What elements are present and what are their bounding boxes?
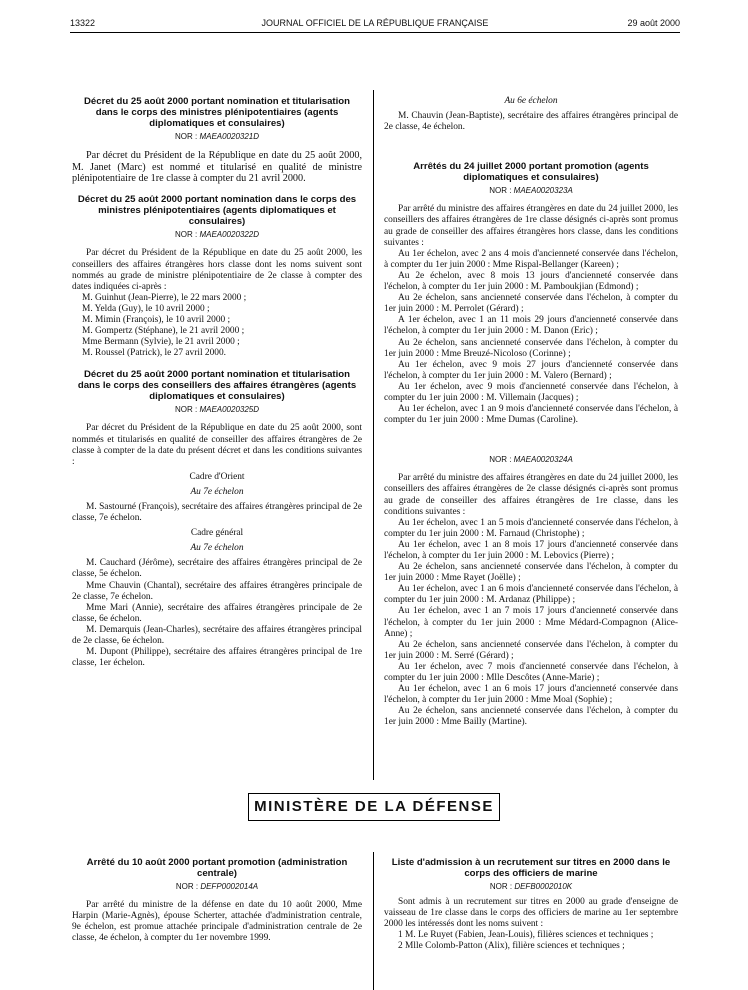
list-item: M. Dupont (Philippe), secrétaire des affaires étrangères principal de 1re classe, 1er échelon.: [72, 647, 362, 669]
decree-1-title: Décret du 25 août 2000 portant nomination et titularisation dans le corps des ministres plénipotentiaires (agents diplomatiques et consulaires): [83, 96, 350, 129]
list-item: A 1er échelon, avec 1 an 11 mois 29 jours d'ancienneté conservée dans l'échelon, à compter du 1er juin 2000 : M. Danon (Eric) ;: [384, 315, 678, 337]
decree-3-body: Par décret du Président de la République en date du 25 août 2000, sont nommés et titularisés en qualité de conseiller des affaires étrangères de 2e classe à compter de la date du présent décret et dans les conditions suivantes :: [72, 423, 362, 467]
list-item: 2 Mlle Colomb-Patton (Alix), filière sciences et techniques ;: [398, 941, 625, 952]
decree-3-paragraph: M. Sastourné (François), secrétaire des affaires étrangères principal de 2e classe, 7e échelon.: [72, 502, 362, 524]
list-item: M. Roussel (Patrick), le 27 avril 2000.: [82, 348, 226, 359]
decree-2-nor: NOR : MAEA0020322D: [174, 230, 260, 240]
ministry-title: MINISTÈRE DE LA DÉFENSE: [254, 798, 494, 815]
decree-1-nor: NOR : MAEA0020321D: [174, 132, 260, 141]
page-header: [70, 18, 680, 32]
column-divider: [373, 90, 374, 780]
arrete-2-nor: NOR : MAEA0020324A: [489, 455, 573, 465]
right-column: [384, 96, 678, 729]
list-item: Au 2e échelon, sans ancienneté conservée dans l'échelon, à compter du 1er juin 2000 : Mme Breuzé-Nicoloso (Corinne) ;: [384, 337, 678, 359]
list-item: Au 2e échelon, sans ancienneté conservée dans l'échelon, à compter du 1er juin 2000 : Mme Rayet (Joëlle) ;: [384, 562, 678, 584]
list-item: M. Cauchard (Jérôme), secrétaire des affaires étrangères principal de 2e classe, 5e échelon.: [72, 558, 362, 580]
list-item: Au 1er échelon, avec 1 an 7 mois 17 jours d'ancienneté conservée dans l'échelon, à compter du 1er juin 2000 : Mme Médard-Compagnon (Alice-Anne) ;: [384, 606, 678, 639]
cadre-orient-heading: Cadre d'Orient: [189, 471, 245, 482]
list-item: Au 2e échelon, sans ancienneté conservée dans l'échelon, à compter du 1er juin 2000 : Mme Bailly (Martine).: [384, 706, 678, 728]
list-item: Au 1er échelon, avec 9 mois 27 jours d'ancienneté conservée dans l'échelon, à compter du 1er juin 2000 : M. Valero (Bernard) ;: [384, 359, 678, 381]
defense-arrete-body: Par arrêté du ministre de la défense en date du 10 août 2000, Mme Harpin (Marie-Agnès), épouse Scherter, attachée d'administration centrale, 9e échelon, est promue attachée principale d'administration centrale de 2e classe, 4e échelon, à compter du 1er novembre 1999.: [72, 900, 362, 944]
decree-2-title: Décret du 25 août 2000 portant nomination dans le corps des ministres plénipotentiaires (agents diplomatiques et consulaires): [77, 194, 357, 228]
list-item: Au 1er échelon, avec 9 mois d'ancienneté conservée dans l'échelon, à compter du 1er juin 2000 : M. Villemain (Jacques) ;: [384, 381, 678, 403]
left-column: [72, 96, 362, 669]
list-item: Au 2e échelon, sans ancienneté conservée dans l'échelon, à compter du 1er juin 2000 : M. Perrolet (Gérard) ;: [384, 293, 678, 315]
issue-date: 29 août 2000: [627, 18, 680, 28]
page-number: 13322: [70, 18, 96, 28]
header-rule: [70, 32, 680, 33]
decree-3-title: Décret du 25 août 2000 portant nomination et titularisation dans le corps des conseillers des affaires étrangères (agents diplomatiques et consulaires): [77, 369, 357, 403]
column-divider-bottom: [373, 852, 374, 990]
list-item: Au 2e échelon, sans ancienneté conservée dans l'échelon, à compter du 1er juin 2000 : M. Serré (Gérard) ;: [384, 639, 678, 661]
admission-list-body: Sont admis à un recrutement sur titres en 2000 au grade d'enseigne de vaisseau de 1re classe dans le corps des officiers de marine au 1er septembre 2000 les intéressés dont les noms suivent :: [384, 897, 678, 930]
list-item: Au 1er échelon, avec 1 an 6 mois d'ancienneté conservée dans l'échelon, à compter du 1er juin 2000 : M. Ardanaz (Philippe) ;: [384, 584, 678, 606]
list-item: Au 1er échelon, avec 7 mois d'ancienneté conservée dans l'échelon, à compter du 1er juin 2000 : Mlle Descôtes (Anne-Marie) ;: [384, 661, 678, 684]
bottom-right-section: [384, 857, 678, 953]
list-item: Au 1er échelon, avec 2 ans 4 mois d'ancienneté conservée dans l'échelon, à compter du 1er juin 2000 : Mme Rispal-Bellanger (Kareen) ;: [384, 248, 678, 270]
decree-2-list: [72, 293, 362, 360]
list-item: Au 1er échelon, avec 1 an 6 mois 17 jours d'ancienneté conservée dans l'échelon, à compter du 1er juin 2000 : Mme Moal (Sophie) ;: [384, 684, 678, 706]
decree-3-nor: NOR : MAEA0020325D: [174, 405, 260, 415]
decree-2-body: Par décret du Président de la République en date du 25 août 2000, les conseillers des affaires étrangères hors classe dont les noms suivent sont nommés au grade de ministre plénipotentiaire de 2e classe à compter des dates indiquées ci-après :: [72, 248, 362, 292]
list-item: M. Demarquis (Jean-Charles), secrétaire des affaires étrangères principal de 2e classe, 6e échelon.: [72, 624, 362, 647]
arrete-1-body: Par arrêté du ministre des affaires étrangères en date du 24 juillet 2000, les conseillers des affaires étrangères de 1re classe désignés ci-après sont promus au grade de conseiller des affaires étrangères hors classe, dans les conditions suivantes :: [384, 204, 678, 248]
list-item: M. Mimin (François), le 10 avril 2000 ;: [82, 314, 231, 325]
list-item: M. Gompertz (Stéphane), le 21 avril 2000 ;: [82, 326, 245, 337]
echelon-heading: Au 6e échelon: [504, 96, 558, 106]
arrete-2-body: Par arrêté du ministre des affaires étrangères en date du 24 juillet 2000, les conseillers des affaires étrangères de 2e classe désignés ci-après sont promus au grade de conseiller des affaires étrangères de 1re classe, dans les conditions suivantes :: [384, 473, 678, 517]
list-item: Mme Mari (Annie), secrétaire des affaires étrangères principale de 2e classe, 6e échelon.: [72, 602, 362, 624]
echelon-heading: Au 7e échelon: [190, 543, 244, 554]
journal-title: JOURNAL OFFICIEL DE LA RÉPUBLIQUE FRANÇAISE: [261, 18, 489, 28]
admission-list-title: Liste d'admission à un recrutement sur titres en 2000 dans le corps des officiers de marine: [391, 857, 671, 879]
list-item: Au 2e échelon, avec 8 mois 13 jours d'ancienneté conservée dans l'échelon, à compter du 1er juin 2000 : M. Pamboukjian (Edmond) ;: [384, 270, 678, 293]
list-item: Au 1er échelon, avec 1 an 5 mois d'ancienneté conservée dans l'échelon, à compter du 1er juin 2000 : M. Farnaud (Christophe) ;: [384, 517, 678, 539]
list-item: Mme Chauvin (Chantal), secrétaire des affaires étrangères principale de 2e classe, 7e échelon.: [72, 580, 362, 602]
echelon-heading: Au 7e échelon: [190, 486, 244, 497]
admission-list-nor: NOR : DEFB0002010K: [489, 882, 573, 891]
cadre-general-heading: Cadre général: [190, 528, 244, 539]
list-item: Mme Bermann (Sylvie), le 21 avril 2000 ;: [82, 337, 240, 348]
continued-paragraph: M. Chauvin (Jean-Baptiste), secrétaire des affaires étrangères principal de 2e classe, 4e échelon.: [384, 111, 678, 133]
decree-1-body: Par décret du Président de la République en date du 25 août 2000, M. Janet (Marc) est nommé et titularisé en qualité de ministre plénipotentiaire de 1re classe à compter du 21 avril 2000.: [72, 150, 362, 184]
list-item: 1 M. Le Ruyet (Fabien, Jean-Louis), filières sciences et techniques ;: [398, 930, 654, 941]
list-item: Au 1er échelon, avec 1 an 9 mois d'ancienneté conservée dans l'échelon, à compter du 1er juin 2000 : Mme Dumas (Caroline).: [384, 404, 678, 426]
arrete-1-title: Arrêtés du 24 juillet 2000 portant promotion (agents diplomatiques et consulaires): [413, 161, 649, 184]
defense-arrete-title: Arrêté du 10 août 2000 portant promotion (administration centrale): [86, 857, 348, 879]
bottom-left-section: [72, 857, 362, 944]
defense-arrete-nor: NOR : DEFP0002014A: [175, 882, 259, 891]
list-item: Au 1er échelon, avec 1 an 8 mois 17 jours d'ancienneté conservée dans l'échelon, à compter du 1er juin 2000 : M. Lebovics (Pierre) ;: [384, 539, 678, 561]
ministry-banner: [248, 793, 500, 821]
arrete-1-nor: NOR : MAEA0020323A: [489, 186, 573, 196]
list-item: M. Guinhut (Jean-Pierre), le 22 mars 2000 ;: [82, 292, 247, 303]
list-item: M. Yelda (Guy), le 10 avril 2000 ;: [82, 303, 210, 314]
